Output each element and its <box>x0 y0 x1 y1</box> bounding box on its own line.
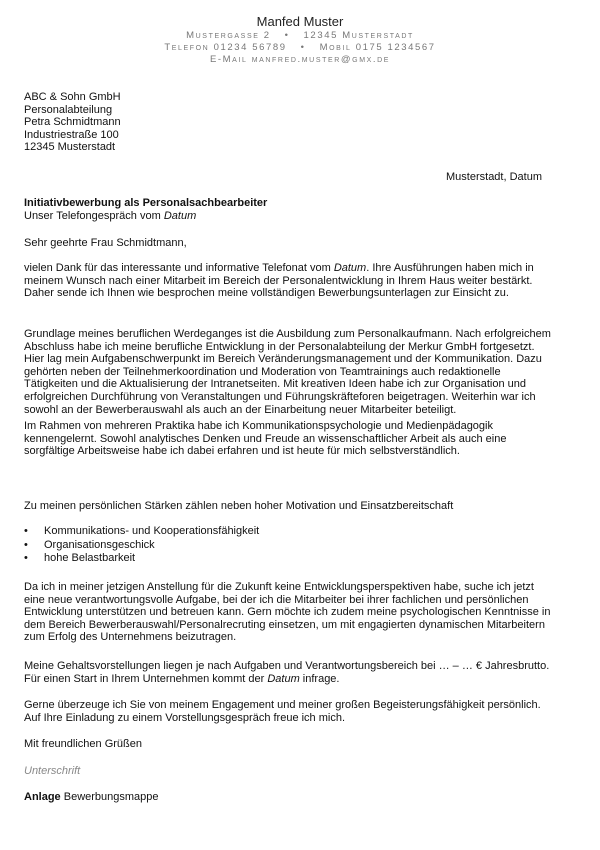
strengths-list <box>24 525 259 566</box>
sender-address-line <box>0 30 600 41</box>
signature-placeholder: Unterschrift <box>24 765 81 777</box>
enclosure-text: Bewerbungsmappe <box>60 791 159 803</box>
subject-block <box>24 197 554 222</box>
paragraph-closing: Gerne überzeuge ich Sie von meinem Engagement und meiner großen Begeisterungsfähigkeit persönlich. Auf Ihre Einladung zu einem Vorstellungsgespräch freue ich mich. <box>24 699 541 724</box>
paragraph-motivation: Da ich in meiner jetzigen Anstellung für die Zukunft keine Entwicklungsperspektiven habe, suche ich jetzt eine neue verantwortungsvolle Aufgabe, bei der ich die Mitarbeiter bei ihrer fachlichen und persönlichen Entwicklung unterstützen und betreuen kann. Gern möchte ich zudem meine psychologischen Kenntnisse in dem Bereich Bewerberauswahl/Personalrecruting einsetzen, um mit engagierten dynamischen Mitarbeitern zum Erfolg des Unternehmens beizutragen. <box>24 581 551 644</box>
sender-phone: Telefon 01234 56789 <box>164 42 287 53</box>
paragraph-strengths: Zu meinen persönlichen Stärken zählen neben hoher Motivation und Einsatzbereitschaft <box>24 500 454 512</box>
sender-name: Manfed Muster <box>256 14 344 29</box>
closing-greeting: Mit freundlichen Grüßen <box>24 738 142 750</box>
list-item: • hohe Belastbarkeit <box>24 552 259 566</box>
recipient-company: ABC & Sohn GmbH <box>24 91 121 103</box>
sender-email: E-Mail manfred.muster@gmx.de <box>209 54 391 65</box>
separator-dot: • <box>300 42 306 53</box>
subject-reference-date: Datum <box>163 209 197 222</box>
paragraph-internships: Im Rahmen von mehreren Praktika habe ich Kommunikationspsychologie und Medienpädagogik kennengelernt. Sowohl analytisches Denken und Freude an wissenschaftlicher Arbeit als auch eine sorgfältige Arbeitsweise habe ich dabei erfahren und ist heute für mich selbstverständlich. <box>24 420 507 458</box>
sender-city: 12345 Musterstadt <box>303 30 414 41</box>
separator-dot: • <box>284 30 290 41</box>
paragraph-salary: Meine Gehaltsvorstellungen liegen je nach Aufgaben und Verantwortungsbereich bei … – … € Jahresbrutto. Für einen Start in Ihrem Unternehmen kommt der Datum infrage. <box>24 660 550 685</box>
recipient-city: 12345 Musterstadt <box>24 141 116 154</box>
sender-mobile: Mobil 0175 1234567 <box>319 42 436 53</box>
sender-street: Mustergasse 2 <box>186 30 271 41</box>
enclosure-line <box>24 791 554 804</box>
recipient-address <box>24 91 554 154</box>
date-line: Musterstadt, Datum <box>446 171 542 183</box>
subject-reference-text: Unser Telefongespräch vom <box>24 209 164 222</box>
paragraph-career: Grundlage meines beruflichen Werdeganges ist die Ausbildung zum Personalkaufmann. Nach erfolgreichem Abschluss habe ich meine berufliche Entwicklung in der Personalabteilung der Merkur GmbH fortgesetzt. Hier lag mein Aufgabenschwerpunkt im Bereich Veränderungsmanagement und der Kommunikation. Dazu gehörten neben der Teilnehmerkoordination und Moderation von Teamtrainings auch redaktionelle Tätigkeiten und die Aktualisierung der Intranetseiten. Mit kreativen Ideen habe ich zur Organisation und erfolgreichen Durchführung von Veranstaltungen und Führungskräfteforen beigetragen. Weiterhin war ich sowohl an der Bewerberauswahl als auch an der Einarbeitung neuer Mitarbeiter beteiligt. <box>24 328 551 416</box>
list-item: • Kommunikations- und Kooperationsfähigkeit <box>24 525 259 539</box>
list-item: • Organisationsgeschick <box>24 539 259 553</box>
recipient-department: Personalabteilung <box>24 103 113 116</box>
enclosure-label: Anlage <box>24 791 61 803</box>
recipient-street: Industriestraße 100 <box>24 128 119 141</box>
subject-title: Initiativbewerbung als Personalsachbearbeiter <box>24 197 268 209</box>
paragraph-intro: vielen Dank für das interessante und informative Telefonat vom Datum. Ihre Ausführungen haben mich in meinem Wunsch nach einer Mitarbeit im Bereich der Personalentwicklung in Ihrem Haus weiter bestärkt. Daher sende ich Ihnen wie besprochen meine vollständigen Bewerbungsunterlagen zur Einsicht zu. <box>24 262 534 300</box>
recipient-person: Petra Schmidtmann <box>24 116 121 129</box>
subject-reference <box>24 210 554 223</box>
sender-phone-line <box>0 42 600 53</box>
salutation: Sehr geehrte Frau Schmidtmann, <box>24 237 187 249</box>
